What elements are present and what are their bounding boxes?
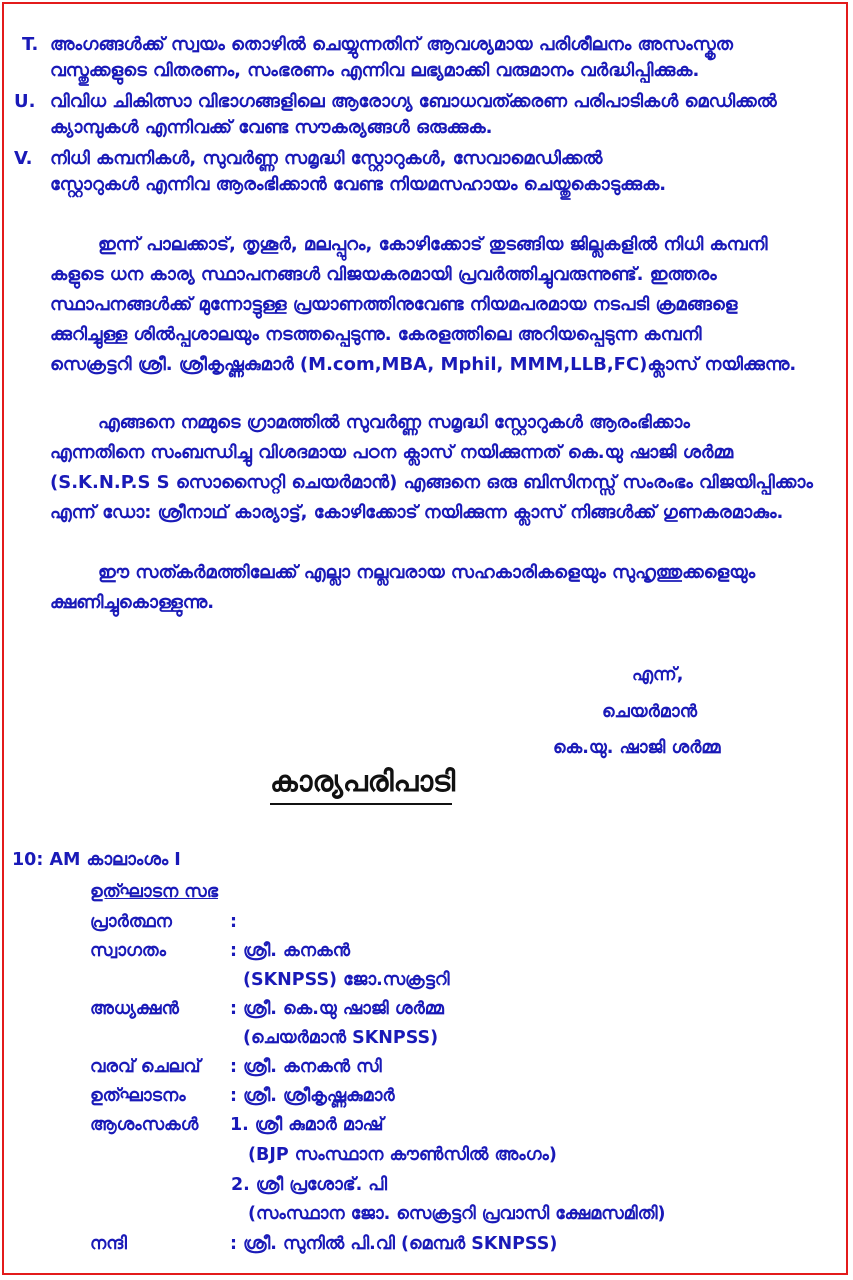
row-label: വരവ് ചെലവ് — [90, 1057, 201, 1077]
row-label: ഉത്ഘാടനം — [90, 1086, 186, 1106]
row-value: (സംസ്ഥാന ജോ. സെക്രട്ടറി പ്രവാസി ക്ഷേമസമിതി) — [248, 1204, 666, 1224]
program-row — [90, 1052, 382, 1082]
program-row — [90, 1081, 395, 1111]
row-label: ആശംസകൾ — [90, 1115, 199, 1135]
row-value: : ശ്രീ. കനകൻ സി — [230, 1057, 382, 1077]
goal-text-line: വിവിധ ചികിത്സാ വിഭാഗങ്ങളിലെ ആരോഗ്യ ബോധവത്ക്കരണ പരിപാടികൾ മെഡിക്കൽ — [50, 91, 777, 112]
row-value: (BJP സംസ്ഥാന കൗൺസിൽ അംഗം) — [248, 1145, 557, 1165]
paragraph-line: ക്കുറിച്ചുള്ള ശിൽപ്പശാലയും നടത്തപ്പെടുന്നു. കേരളത്തിലെ അറിയപ്പെടുന്ന കമ്പനി — [50, 324, 702, 345]
paragraph-line: സ്ഥാപനങ്ങൾക്ക് മുന്നോട്ടുള്ള പ്രയാണത്തിനുവേണ്ട നിയമപരമായ നടപടി ക്രമങ്ങളെ — [50, 294, 738, 315]
program-row-continuation — [248, 1140, 557, 1170]
session-time: 10: AM — [12, 850, 81, 870]
session-heading — [12, 845, 181, 875]
signature-title: ചെയർമാൻ — [602, 702, 698, 722]
paragraph-line: ക്ഷണിച്ചുകൊള്ളുന്നു. — [50, 592, 215, 613]
signature-line: എന്ന്, — [632, 665, 684, 685]
program-row-continuation — [248, 1199, 666, 1229]
paragraph-line: സെക്രട്ടറി ശ്രീ. ശ്രീകൃഷ്ണകുമാർ (M.com,MBA, Mphil, MMM,LLB,FC)ക്ലാസ് നയിക്കുന്നു. — [50, 354, 797, 375]
program-row — [90, 907, 237, 937]
row-value: : — [230, 912, 237, 932]
row-value: 1. ശ്രീ കുമാർ മാഷ് — [230, 1115, 384, 1135]
row-label: സ്വാഗതം — [90, 941, 166, 961]
paragraph-line: ഇന്ന് പാലക്കാട്, തൃശൂർ, മലപ്പുറം, കോഴിക്കോട് തുടങ്ങിയ ജില്ലകളിൽ നിധി കമ്പനി — [98, 234, 768, 255]
section-title: ഉത്ഘാടന സഭ — [90, 882, 218, 902]
signature-name: കെ.യു. ഷാജി ശർമ്മ — [553, 738, 721, 758]
row-value: 2. ശ്രീ പ്രശോഭ്. പി — [231, 1175, 388, 1195]
goal-letter: U. — [14, 91, 36, 112]
program-row-continuation — [243, 1023, 438, 1053]
program-title: കാര്യപരിപാടി — [270, 761, 452, 805]
row-label: പ്രാർത്ഥന — [90, 912, 172, 932]
row-value: : ശ്രീ. സുനിൽ പി.വി (മെമ്പർ SKNPSS) — [230, 1234, 558, 1254]
goal-text-line: നിധി കമ്പനികൾ, സുവർണ്ണ സമൃദ്ധി സ്റ്റോറുകൾ, സേവാമെഡിക്കൽ — [50, 148, 603, 169]
paragraph-line: എന്ന് ഡോ: ശ്രീനാഥ് കാര്യാട്ട്, കോഴിക്കോട് നയിക്കുന്ന ക്ലാസ് നിങ്ങൾക്ക് ഗുണകരമാകും. — [50, 502, 784, 523]
goal-text-line: വസ്തുക്കളുടെ വിതരണം, സംഭരണം എന്നിവ ലഭ്യമാക്കി വരുമാനം വർദ്ധിപ്പിക്കുക. — [50, 60, 700, 81]
row-value: (SKNPSS) ജോ.സക്രട്ടറി — [243, 970, 450, 990]
goal-text-line: അംഗങ്ങൾക്ക് സ്വയം തൊഴിൽ ചെയ്യുന്നതിന് ആവശ്യമായ പരിശീലനം അസംസ്കൃത — [50, 34, 733, 55]
goal-text-line: ക്യാമ്പുകൾ എന്നിവക്ക് വേണ്ട സൗകര്യങ്ങൾ ഒരുക്കുക. — [50, 117, 493, 138]
goal-text-line: സ്റ്റോറുകൾ എന്നിവ ആരംഭിക്കാൻ വേണ്ട നിയമസഹായം ചെയ്തുകൊടുക്കുക. — [50, 174, 667, 195]
paragraph-line: ഈ സത്കർമത്തിലേക്ക് എല്ലാ നല്ലവരായ സഹകാരികളെയും സുഹൃത്തുക്കളെയും — [98, 562, 756, 583]
session-name: കാലാംശം I — [86, 850, 181, 870]
paragraph-line: കളുടെ ധന കാര്യ സ്ഥാപനങ്ങൾ വിജയകരമായി പ്രവർത്തിച്ചുവരുന്നുണ്ട്. ഇത്തരം — [50, 264, 717, 285]
goal-letter: V. — [14, 148, 33, 169]
row-label: നന്ദി — [90, 1234, 127, 1254]
paragraph-line: (S.K.N.P.S S സൊസൈറ്റി ചെയർമാൻ) എങ്ങനെ ഒരു ബിസിനസ്സ് സംരംഭം വിജയിപ്പിക്കാം — [50, 472, 813, 493]
row-value: : ശ്രീ. ശ്രീകൃഷ്ണകുമാർ — [230, 1086, 395, 1106]
row-label: അധ്യക്ഷൻ — [90, 999, 179, 1019]
program-row — [90, 1229, 557, 1259]
row-value: : ശ്രീ. കനകൻ — [230, 941, 351, 961]
program-row — [90, 936, 350, 966]
program-row — [90, 994, 444, 1024]
goal-letter: T. — [22, 34, 39, 55]
row-value: (ചെയർമാൻ SKNPSS) — [243, 1028, 439, 1048]
paragraph-line: എന്നതിനെ സംബന്ധിച്ചു വിശദമായ പഠന ക്ലാസ് നയിക്കുന്നത് കെ.യു ഷാജി ശർമ്മ — [50, 442, 734, 463]
program-row-continuation — [243, 965, 450, 995]
program-row — [90, 1110, 383, 1140]
program-row-continuation — [231, 1170, 387, 1200]
paragraph-line: എങ്ങനെ നമ്മുടെ ഗ്രാമത്തിൽ സുവർണ്ണ സമൃദ്ധി സ്റ്റോറുകൾ ആരംഭിക്കാം — [98, 412, 690, 433]
row-value: : ശ്രീ. കെ.യു ഷാജി ശർമ്മ — [230, 999, 444, 1019]
